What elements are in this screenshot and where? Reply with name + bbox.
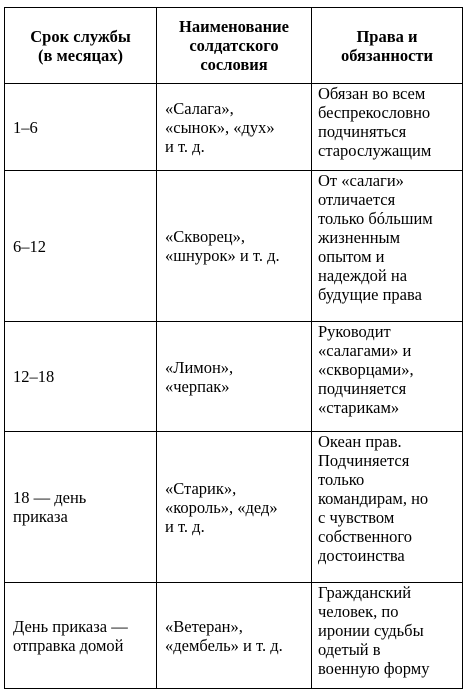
rights-line: Океан прав. [318,432,402,451]
rights-cell [312,322,463,432]
header-rights-line-2: обязанности [340,45,434,65]
header-name [157,8,312,84]
rights-line: будущие права [318,285,422,304]
rights-line: «салагами» и [318,341,412,360]
rank-name-line: «сынок», «дух» [165,117,275,137]
table-row [5,432,463,583]
header-name-line-1: Наименование [179,17,289,36]
table-row [5,84,463,171]
rights-line: опытом и [318,247,385,266]
rights-line: командирам, но [318,489,429,508]
header-term [5,8,157,84]
rank-name-line: и т. д. [165,136,205,156]
rights-line: жизненным [318,228,401,247]
rights-line: подчиняться [318,122,407,141]
rights-line: «старикам» [318,398,400,417]
term-line: приказа [13,507,68,526]
rank-name-line: «черпак» [165,376,230,396]
rights-line: военную форму [318,659,430,678]
rights-cell [312,432,463,583]
term-line: 18 — день [13,488,87,507]
rights-cell [312,84,463,171]
table-row [5,171,463,322]
rank-name-line: «Старик», [165,478,237,498]
rank-name-cell [157,171,312,322]
header-term-line-1: Срок службы [30,26,131,46]
rank-name-cell [157,84,312,171]
term-line: 12–18 [13,367,55,386]
rights-cell [312,171,463,322]
header-rights-line-1: Права и [356,26,418,46]
rank-name-line: «Салага», [165,98,234,118]
rank-name-line: «Ветеран», [165,616,243,636]
rights-line: собственного [318,527,413,546]
table-row [5,322,463,432]
rights-line: старослужащим [318,141,432,160]
rank-name-line: «дембель» и т. д. [165,635,283,655]
header-name-line-2: солдатского [189,36,279,55]
rights-line: надеждой на [318,266,408,285]
rights-line: беспрекословно [318,103,431,122]
rank-name-cell [157,322,312,432]
rights-line: Гражданский [318,583,412,602]
rights-line: достоинства [318,546,405,565]
rank-name-line: «Скворец», [165,227,245,246]
term-cell [5,583,157,689]
rights-line: «скворцами», [318,360,414,379]
rank-name-line: и т. д. [165,516,205,536]
term-cell [5,171,157,322]
header-term-line-2: (в месяцах) [37,45,124,65]
rights-line: Подчиняется [318,451,410,470]
rights-line: отличается [318,190,396,209]
rank-name-line: «король», «дед» [165,497,278,517]
table-header-row [5,8,463,84]
rights-line: Руководит [318,322,391,341]
rank-name-cell [157,432,312,583]
term-line: 1–6 [13,117,38,137]
term-line: 6–12 [13,236,46,256]
rank-name-line: «Лимон», [165,357,234,377]
rights-cell [312,583,463,689]
header-rights [312,8,463,84]
rights-line: человек, по [318,602,399,621]
term-cell [5,432,157,583]
rank-name-line: «шнурок» и т. д. [165,246,280,265]
term-line: День приказа — [13,616,128,636]
term-cell [5,84,157,171]
rank-name-cell [157,583,312,689]
term-cell [5,322,157,432]
table-row [5,583,463,689]
rights-line: От «салаги» [318,171,404,190]
rights-line: только [318,470,365,489]
term-line: отправка домой [13,635,124,655]
rights-line: только бóльшим [318,209,433,228]
header-name-line-3: сословия [200,55,268,74]
rights-line: подчиняется [318,379,407,398]
rights-line: одетый в [318,640,381,659]
rights-line: с чувством [318,508,395,527]
rights-line: иронии судьбы [318,621,424,640]
rights-line: Обязан во всем [318,84,426,103]
soldier-ranks-table [4,7,463,689]
ranks-table-container [4,7,462,689]
